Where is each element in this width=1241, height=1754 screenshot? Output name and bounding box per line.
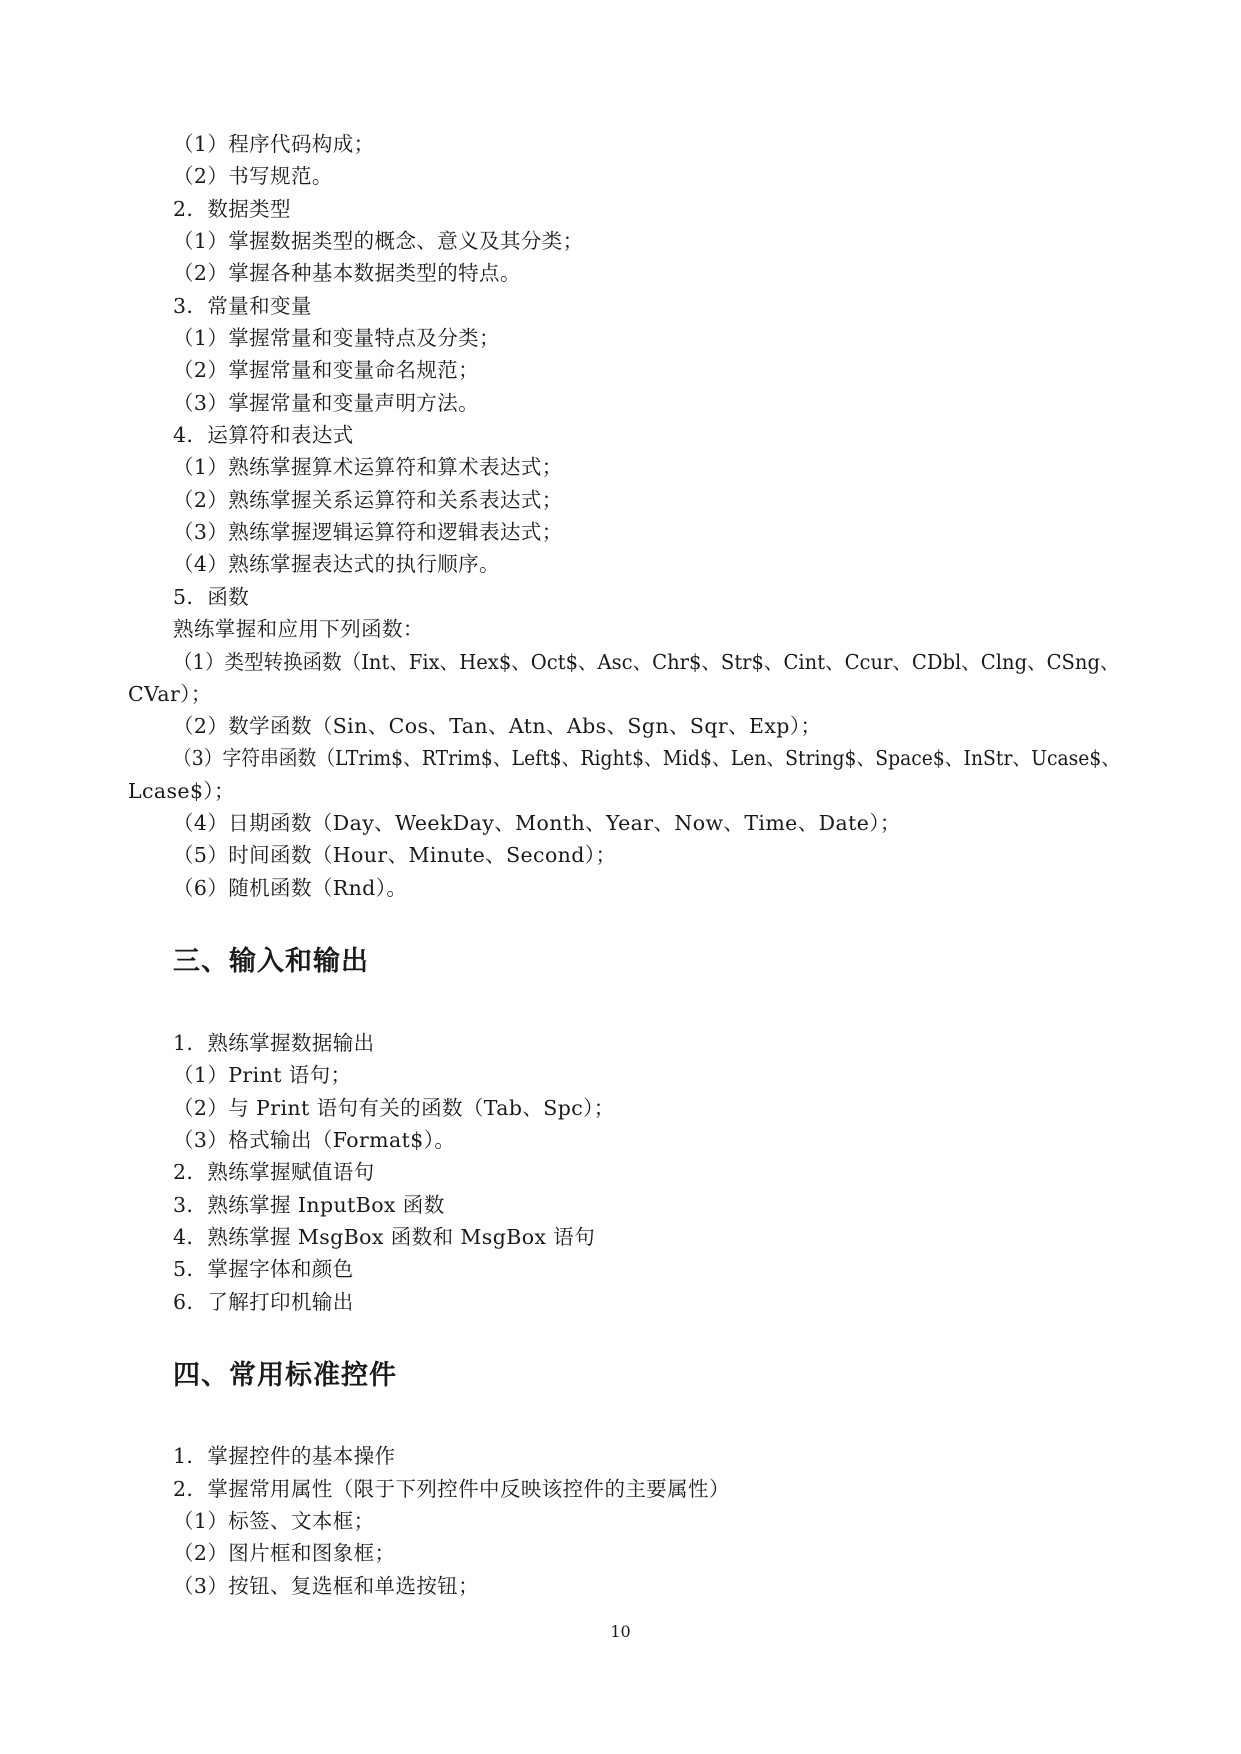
text-line: （1）类型转换函数（Int、Fix、Hex$、Oct$、Asc、Chr$、Str$、Cint、Ccur、CDbl、Clng、CSng、 <box>173 650 1120 674</box>
text-line: 5．函数 <box>173 585 250 609</box>
text-line: （2）与 Print 语句有关的函数（Tab、Spc）； <box>173 1096 615 1120</box>
text-line: 3．常量和变量 <box>173 294 312 318</box>
text-line: （1）熟练掌握算术运算符和算术表达式； <box>173 455 563 479</box>
text-line: （1）标签、文本框； <box>173 1509 375 1533</box>
text-line: 2．掌握常用属性（限于下列控件中反映该控件的主要属性） <box>173 1477 730 1501</box>
text-line: 1．熟练掌握数据输出 <box>173 1031 375 1055</box>
section-heading: 三、输入和输出 <box>173 946 369 977</box>
text-line: 5．掌握字体和颜色 <box>173 1257 354 1281</box>
text-line: 1．掌握控件的基本操作 <box>173 1444 396 1468</box>
text-line: （1）程序代码构成； <box>173 132 375 156</box>
text-line: （6）随机函数（Rnd）。 <box>173 876 408 900</box>
text-line: （4）日期函数（Day、WeekDay、Month、Year、Now、Time、Date）； <box>173 811 901 835</box>
text-line: （2）掌握各种基本数据类型的特点。 <box>173 261 521 285</box>
text-line: （1）掌握常量和变量特点及分类； <box>173 326 500 350</box>
text-line: （2）数学函数（Sin、Cos、Tan、Atn、Abs、Sgn、Sqr、Exp）； <box>173 714 822 738</box>
text-line: （1）Print 语句； <box>173 1063 352 1087</box>
text-line: （1）掌握数据类型的概念、意义及其分类； <box>173 229 584 253</box>
text-line: （2）书写规范。 <box>173 164 333 188</box>
text-line: （5）时间函数（Hour、Minute、Second）； <box>173 843 617 867</box>
text-line: 熟练掌握和应用下列函数： <box>173 617 424 641</box>
text-line: （3）按钮、复选框和单选按钮； <box>173 1574 480 1598</box>
text-line: 4．运算符和表达式 <box>173 423 354 447</box>
text-line: （3）掌握常量和变量声明方法。 <box>173 391 480 415</box>
text-line: （2）熟练掌握关系运算符和关系表达式； <box>173 488 563 512</box>
text-line: （2）图片框和图象框； <box>173 1541 396 1565</box>
text-line: 4．熟练掌握 MsgBox 函数和 MsgBox 语句 <box>173 1225 596 1249</box>
text-line: Lcase$）； <box>128 779 235 803</box>
page-number: 10 <box>610 1622 631 1641</box>
section-heading: 四、常用标准控件 <box>173 1360 397 1391</box>
text-line: （2）掌握常量和变量命名规范； <box>173 358 480 382</box>
text-line: （3）熟练掌握逻辑运算符和逻辑表达式； <box>173 520 563 544</box>
text-line: 2．熟练掌握赋值语句 <box>173 1160 375 1184</box>
text-line: （3）格式输出（Format$）。 <box>173 1128 456 1152</box>
text-line: 6．了解打印机输出 <box>173 1290 354 1314</box>
text-line: （3）字符串函数（LTrim$、RTrim$、Left$、Right$、Mid$、Len、String$、Space$、InStr、Ucase$、 <box>173 746 1121 770</box>
text-line: 3．熟练掌握 InputBox 函数 <box>173 1193 445 1217</box>
text-line: （4）熟练掌握表达式的执行顺序。 <box>173 552 500 576</box>
text-line: 2．数据类型 <box>173 197 291 221</box>
text-line: CVar）； <box>128 682 212 706</box>
